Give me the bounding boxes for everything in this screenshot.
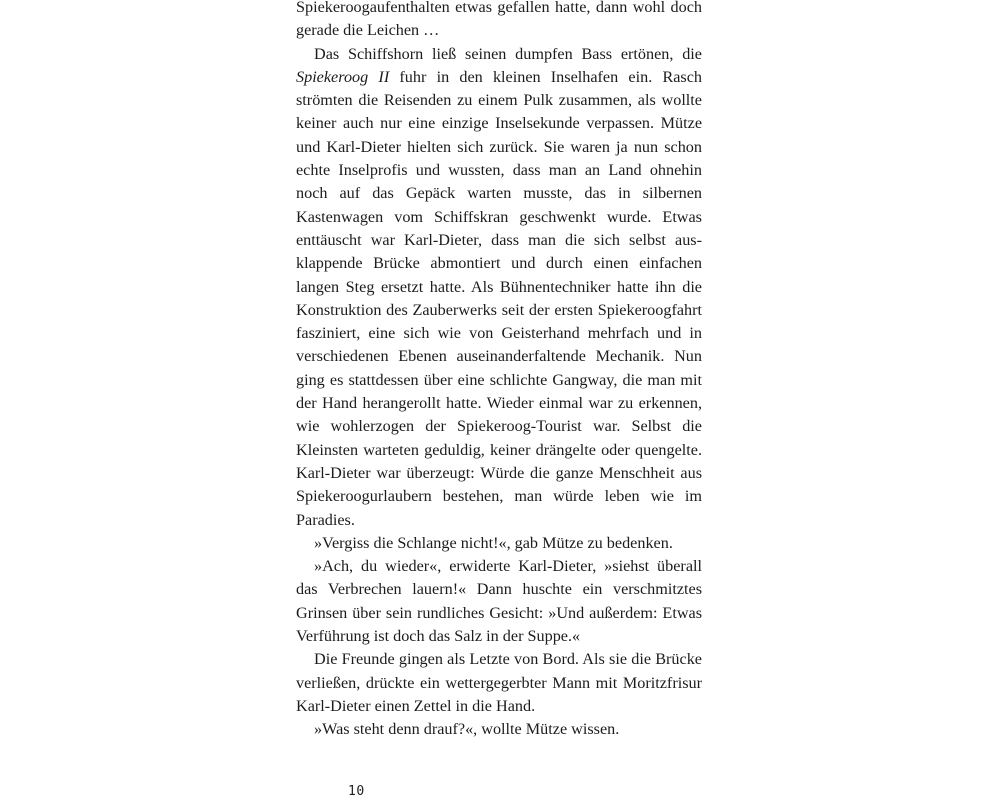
paragraph-text: fuhr in den kleinen Inselhafen ein. Rasch strömten die Reisenden zu einem Pulk zusammen, als wollte keiner auch nur eine einzige Inselsekunde verpassen. Mütze und Karl-Dieter hielten sich zurück. Sie waren ja nun schon echte Inselprofis und wussten, dass man an Land ohnehin noch auf das Gepäck warten musste, das in silbernen Kastenwagen vom Schiffskran geschwenkt wurde. Etwas enttäuscht war Karl-Dieter, dass man die sich selbst ausklappende Brücke abmontiert und durch einen einfachen langen Steg ersetzt hatte. Als Bühnentechniker hatte ihn die Konstruktion des Zauberwerks seit der ersten Spiekeroogfahrt fasziniert, eine sich wie von Geisterhand mehrfach und in verschiedenen Ebenen auseinanderfaltende Mechanik. Nun ging es stattdessen über eine schlichte Gangway, die man mit der Hand herangerollt hatte. Wieder einmal war zu erkennen, wie wohlerzogen der Spiekeroog-Tourist war. Selbst die Kleinsten warteten geduldig, keiner drängelte oder quengelte. Karl-Dieter war überzeugt: Würde die ganze Menschheit aus Spiekeroogurlaubern bestehen, man würde leben wie im Paradies. — [296, 67, 702, 529]
body-text — [296, 0, 702, 742]
ship-name-italic: Spiekeroog II — [296, 67, 390, 86]
paragraph-text: Die Freunde gingen als Letzte von Bord. Als sie die Brücke verließen, drückte ein wettergegerbter Mann mit Moritzfrisur Karl-Dieter einen Zettel in die Hand. — [296, 650, 702, 715]
paragraph — [296, 718, 702, 741]
page-number: 10 — [348, 784, 365, 799]
paragraph — [296, 648, 702, 718]
paragraph-text: »Vergiss die Schlange nicht!«, gab Mütze zu bedenken. — [314, 533, 673, 552]
paragraph — [296, 555, 702, 648]
paragraph-text: »Ach, du wieder«, erwiderte Karl-Dieter, »siehst überall das Verbrechen lauern!« Dann huschte ein verschmitztes Grinsen über sein rundliches Gesicht: »Und außerdem: Etwas Verführung ist doch das Salz in der Suppe.« — [296, 557, 702, 646]
paragraph — [296, 43, 702, 532]
paragraph — [296, 532, 702, 555]
paragraph-text: »Was steht denn drauf?«, wollte Mütze wissen. — [314, 720, 620, 739]
paragraph-text: Das Schiffshorn ließ seinen dumpfen Bass ertönen, die — [314, 44, 702, 63]
paragraph — [296, 0, 702, 43]
paragraph-text: Spiekeroogaufenthalten etwas gefallen hatte, dann wohl doch gerade die Leichen … — [296, 0, 702, 40]
